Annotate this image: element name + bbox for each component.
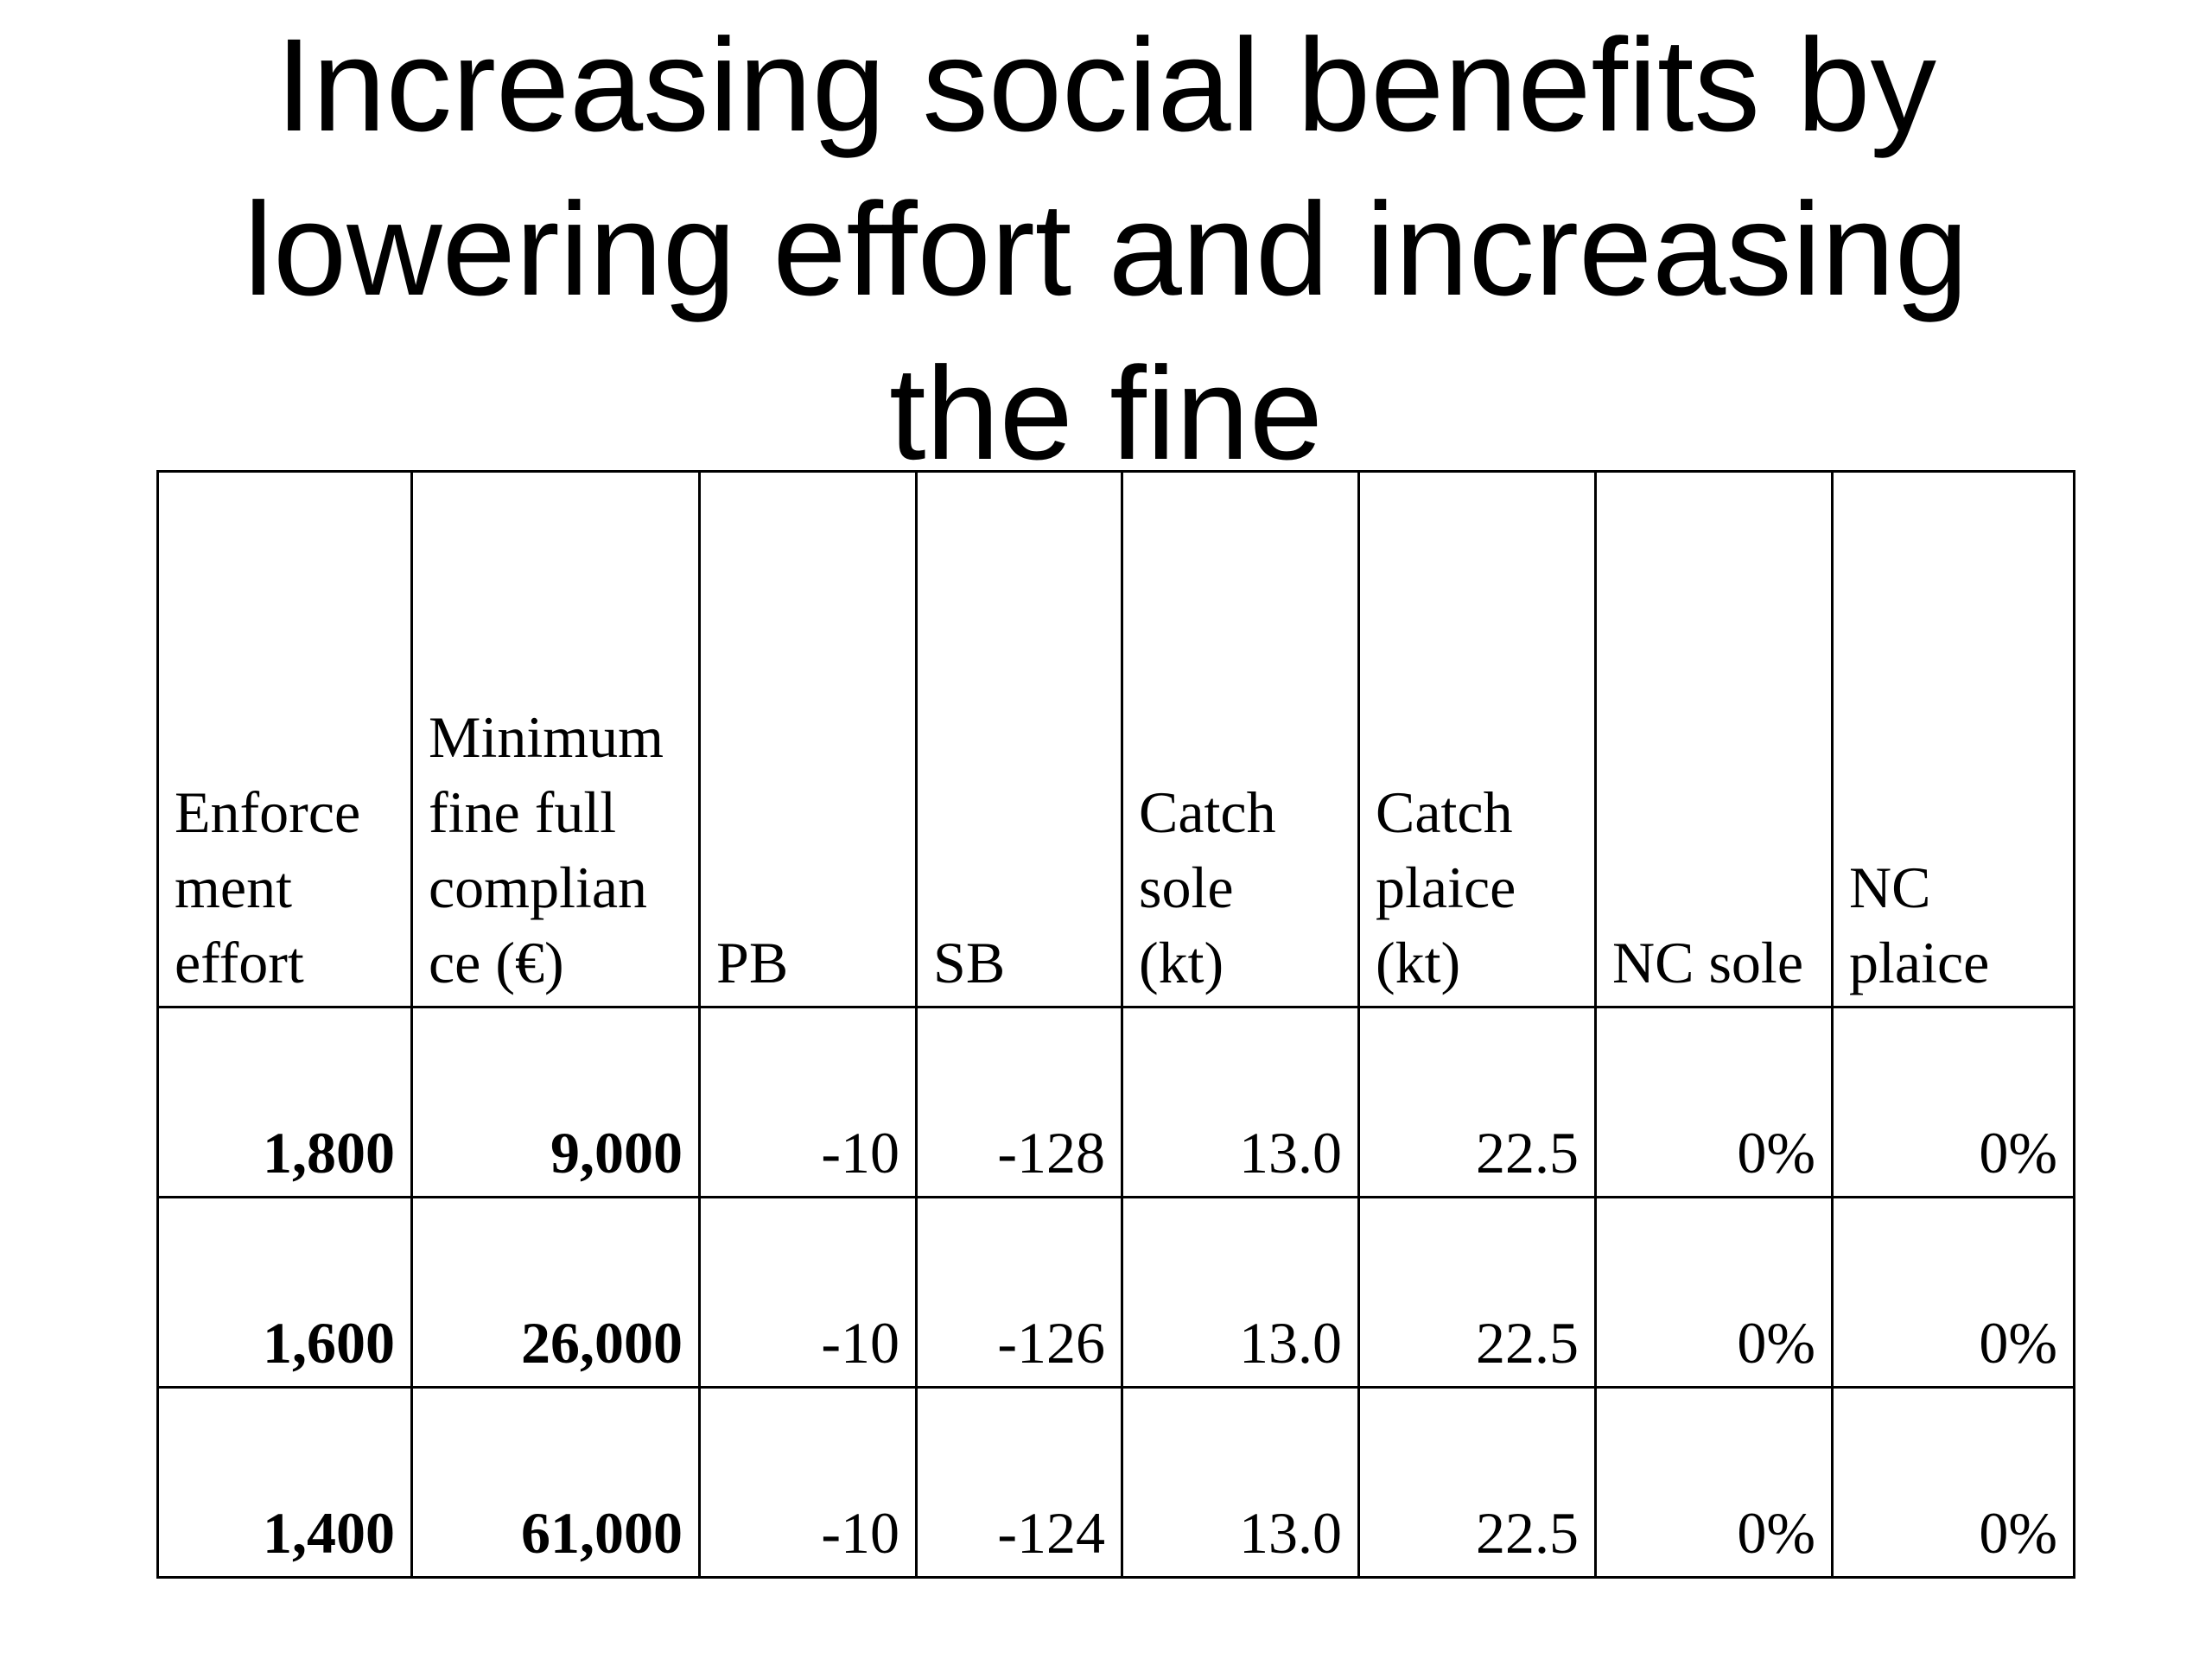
table-row	[158, 1007, 2075, 1198]
cell-minimum-fine: 61,000	[412, 1388, 700, 1578]
cell-nc-plaice: 0%	[1833, 1198, 2075, 1388]
cell-catch-plaice: 22.5	[1359, 1198, 1596, 1388]
cell-pb: -10	[700, 1388, 917, 1578]
cell-catch-plaice: 22.5	[1359, 1388, 1596, 1578]
header-minimum-fine: Minimum fine full complian ce (€)	[412, 472, 700, 1007]
header-catch-plaice: Catch plaice (kt)	[1359, 472, 1596, 1007]
header-catch-sole: Catch sole (kt)	[1122, 472, 1359, 1007]
table-header-row	[158, 472, 2075, 1007]
table-row	[158, 1388, 2075, 1578]
cell-nc-sole: 0%	[1596, 1198, 1833, 1388]
slide-title	[0, 3, 2212, 496]
cell-minimum-fine: 26,000	[412, 1198, 700, 1388]
header-nc-plaice: NC plaice	[1833, 472, 2075, 1007]
cell-enforcement-effort: 1,800	[158, 1007, 412, 1198]
slide-title-line: Increasing social benefits by	[275, 11, 1937, 159]
cell-nc-plaice: 0%	[1833, 1007, 2075, 1198]
slide-title-line: the fine	[889, 340, 1323, 487]
cell-catch-sole: 13.0	[1122, 1007, 1359, 1198]
cell-sb: -124	[917, 1388, 1122, 1578]
cell-sb: -128	[917, 1007, 1122, 1198]
cell-nc-sole: 0%	[1596, 1007, 1833, 1198]
cell-nc-sole: 0%	[1596, 1388, 1833, 1578]
cell-enforcement-effort: 1,600	[158, 1198, 412, 1388]
cell-sb: -126	[917, 1198, 1122, 1388]
cell-catch-sole: 13.0	[1122, 1198, 1359, 1388]
header-nc-sole: NC sole	[1596, 472, 1833, 1007]
results-table	[156, 470, 2075, 1579]
slide-title-line: lowering effort and increasing	[244, 175, 1968, 323]
cell-catch-plaice: 22.5	[1359, 1007, 1596, 1198]
header-enforcement-effort: Enforce ment effort	[158, 472, 412, 1007]
cell-pb: -10	[700, 1007, 917, 1198]
header-sb: SB	[917, 472, 1122, 1007]
header-pb: PB	[700, 472, 917, 1007]
cell-nc-plaice: 0%	[1833, 1388, 2075, 1578]
cell-enforcement-effort: 1,400	[158, 1388, 412, 1578]
cell-pb: -10	[700, 1198, 917, 1388]
cell-catch-sole: 13.0	[1122, 1388, 1359, 1578]
table-row	[158, 1198, 2075, 1388]
cell-minimum-fine: 9,000	[412, 1007, 700, 1198]
